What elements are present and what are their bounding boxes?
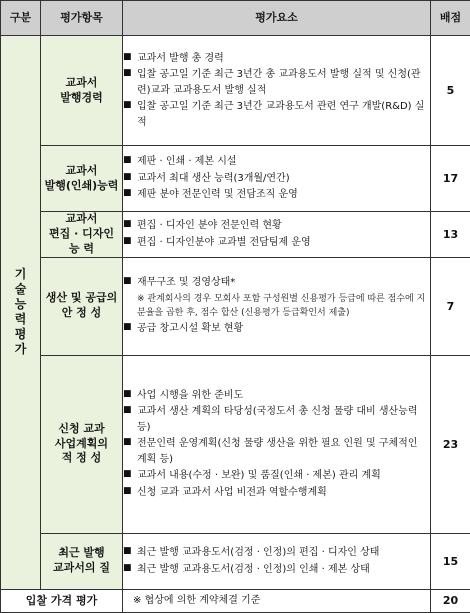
item-label-cell (41, 355, 123, 533)
item-label-line: 교과서의 질 (41, 561, 122, 576)
item-label-cell (41, 533, 123, 589)
header-category: 구분 (1, 1, 41, 36)
square-bullet-icon: ■ (123, 404, 132, 418)
item-label-line: 편집 · 디자인 (41, 227, 122, 242)
element-text: 제판 분야 전문인력 및 전담조직 운영 (137, 187, 430, 203)
category-char: 능 (15, 297, 27, 312)
elements-list (123, 154, 430, 203)
table-row (1, 257, 470, 355)
elements-list (123, 51, 430, 131)
elements-cell (123, 36, 431, 146)
elements-list (123, 388, 430, 501)
element-text: 편집 · 디자인분야 교과별 전담팀제 운영 (137, 235, 430, 251)
element-text: 교과서 생산 계획의 타당성(국정도서 총 신청 물량 대비 생산능력 등) (137, 404, 430, 435)
footer-row (1, 589, 470, 612)
table-row (1, 36, 470, 146)
square-bullet-icon: ■ (123, 67, 132, 81)
element-text: 교과서 내용(수정 · 보완) 및 품질(인쇄 · 제본) 관리 계획 (137, 468, 430, 484)
footnote-text: ※ 관계회사의 경우 모회사 포함 구성원별 신용평가 등급에 따른 점수에 지분율을 곱한 후, 점수 합산 (신용평가 등급확인서 제출) (123, 292, 430, 321)
list-item (123, 485, 430, 501)
list-item (123, 562, 430, 578)
element-text: 공급 창고시설 확보 현황 (137, 321, 430, 337)
element-text: 제판 · 인쇄 · 제본 시설 (137, 154, 430, 170)
list-item (123, 436, 430, 467)
item-label-cell (41, 36, 123, 146)
list-item (123, 187, 430, 203)
element-text: 재무구조 및 경영상태* (137, 275, 430, 291)
category-char: 평 (15, 327, 27, 342)
square-bullet-icon: ■ (123, 545, 132, 559)
square-bullet-icon: ■ (123, 171, 132, 185)
list-item (123, 468, 430, 484)
item-label-line: 생산 및 공급의 (41, 291, 122, 306)
elements-cell (123, 257, 431, 355)
item-label-cell (41, 212, 123, 258)
score-cell: 13 (431, 212, 470, 258)
category-char: 가 (15, 342, 27, 357)
list-item (123, 545, 430, 561)
element-text: 편집 · 디자인 분야 전문인력 현황 (137, 218, 430, 234)
element-text: 최근 발행 교과용도서(검정 · 인정)의 편집 · 디자인 상태 (137, 545, 430, 561)
list-item (123, 154, 430, 170)
square-bullet-icon: ■ (123, 51, 132, 65)
item-label-line: 교과서 (41, 76, 122, 91)
item-label-line: 교과서 (41, 164, 122, 179)
element-text: 신청 교과 교과서 사업 비전과 역할수행계획 (137, 485, 430, 501)
list-item (123, 51, 430, 67)
square-bullet-icon: ■ (123, 388, 132, 402)
item-label-line: 최근 발행 (41, 546, 122, 561)
header-item: 평가항목 (41, 1, 123, 36)
score-cell: 5 (431, 36, 470, 146)
score-cell: 23 (431, 355, 470, 533)
element-text: 최근 발행 교과용도서(검정 · 인정)의 인쇄 · 제본 상태 (137, 562, 430, 578)
list-item (123, 388, 430, 404)
square-bullet-icon: ■ (123, 187, 132, 201)
item-label-line: 능 력 (41, 242, 122, 257)
square-bullet-icon: ■ (123, 562, 132, 576)
element-text: 전문인력 운영계획(신청 물량 생산을 위한 필요 인원 및 구체적인 계획 등) (137, 436, 430, 467)
square-bullet-icon: ■ (123, 154, 132, 168)
item-label-line: 발행(인쇄)능력 (41, 179, 122, 194)
list-item (123, 67, 430, 98)
list-item (123, 275, 430, 291)
item-label-cell (41, 257, 123, 355)
footer-text: ※ 협상에 의한 계약체결 기준 (123, 589, 431, 612)
list-item (123, 99, 430, 130)
item-label-line: 안 정 성 (41, 306, 122, 321)
list-item (123, 218, 430, 234)
elements-cell (123, 212, 431, 258)
table-row (1, 146, 470, 212)
list-item (123, 235, 430, 251)
category-char: 술 (15, 282, 27, 297)
list-item (123, 321, 430, 337)
category-char: 기 (15, 267, 27, 282)
elements-cell (123, 533, 431, 589)
item-label-cell (41, 146, 123, 212)
score-cell: 17 (431, 146, 470, 212)
square-bullet-icon: ■ (123, 436, 132, 450)
score-cell: 15 (431, 533, 470, 589)
category-char: 력 (15, 312, 27, 327)
element-text: 입찰 공고일 기준 최근 3년간 총 교과용도서 발행 실적 및 신청(관련)교과 교과용도서 발행 실적 (137, 67, 430, 98)
item-label-line: 교과서 (41, 212, 122, 227)
table-row (1, 533, 470, 589)
footer-score: 20 (431, 589, 470, 612)
elements-list (123, 545, 430, 577)
elements-list (123, 218, 430, 250)
item-label-line: 발행경력 (41, 91, 122, 106)
square-bullet-icon: ■ (123, 275, 132, 289)
table-row (1, 355, 470, 533)
table-header-row (1, 1, 470, 36)
list-item (123, 171, 430, 187)
header-score: 배점 (431, 1, 470, 36)
table-row (1, 212, 470, 258)
category-cell (1, 36, 41, 590)
header-elements: 평가요소 (123, 1, 431, 36)
square-bullet-icon: ■ (123, 468, 132, 482)
element-text: 사업 시행을 위한 준비도 (137, 388, 430, 404)
square-bullet-icon: ■ (123, 99, 132, 113)
square-bullet-icon: ■ (123, 218, 132, 232)
elements-list (123, 275, 430, 337)
square-bullet-icon: ■ (123, 321, 132, 335)
element-text: 교과서 최대 생산 능력(3개월/연간) (137, 171, 430, 187)
square-bullet-icon: ■ (123, 485, 132, 499)
list-item (123, 404, 430, 435)
square-bullet-icon: ■ (123, 235, 132, 249)
elements-cell (123, 355, 431, 533)
footer-label: 입찰 가격 평가 (1, 589, 123, 612)
element-text: 교과서 발행 총 경력 (137, 51, 430, 67)
element-text: 입찰 공고일 기준 최근 3년간 교과용도서 관련 연구 개발(R&D) 실적 (137, 99, 430, 130)
item-label-line: 사업계획의 (41, 437, 122, 452)
item-label-line: 적 정 성 (41, 451, 122, 466)
item-label-line: 신청 교과 (41, 422, 122, 437)
score-cell: 7 (431, 257, 470, 355)
elements-cell (123, 146, 431, 212)
